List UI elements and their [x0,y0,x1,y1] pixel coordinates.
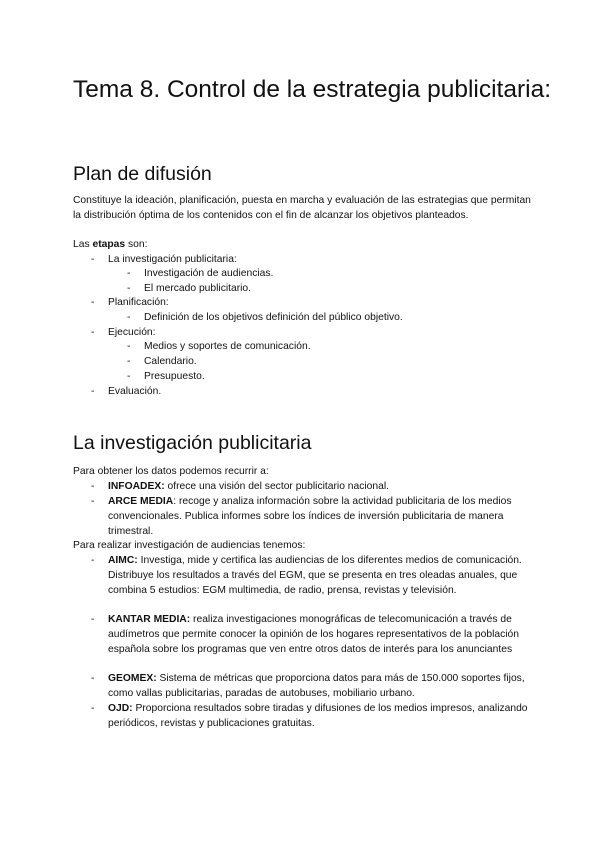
stage-item: - Evaluación. [91,386,162,397]
stage-item: - Ejecución: [91,327,156,338]
section-heading-plan-difusion: Plan de difusión [73,163,212,185]
audience-item-geomex: - GEOMEX: Sistema de métricas que proporciona datos para más de 150.000 soportes fijos, como vallas publicitarias, paradas de autobuses, mobiliario urbano. [91,673,525,699]
stage-subitem: - Definición de los objetivos definición del público objetivo. [127,312,403,323]
sources-intro: Para obtener los datos podemos recurrir a: [73,466,269,477]
stage-item: - Planificación: [91,297,169,308]
section-heading-investigacion: La investigación publicitaria [73,432,312,454]
source-item-infoadex: - INFOADEX: ofrece una visión del sector publicitario nacional. [91,481,390,492]
stage-subitem: - El mercado publicitario. [127,283,252,294]
stage-subitem: - Investigación de audiencias. [127,268,274,279]
page-title: Tema 8. Control de la estrategia publicitaria: [73,76,552,103]
source-item-arce-media: - ARCE MEDIA: recoge y analiza información sobre la actividad publicitaria de los medios convencionales. Publica informes sobre los índices de inversión publicitaria de manera trimestral. [91,496,512,537]
audience-item-aimc: - AIMC: Investiga, mide y certifica las audiencias de los diferentes medios de comunicación. Distribuye los resultados a través del EGM, que se presenta en tres oleadas anuales, que combina 5 estudios: EGM multimedia, de radio, prensa, revistas y televisión. [91,555,522,596]
stage-subitem: - Medios y soportes de comunicación. [127,341,311,352]
audience-item-ojd: - OJD: Proporciona resultados sobre tiradas y difusiones de los medios impresos, analizando periódicos, revistas y publicaciones gratuitas. [91,703,528,729]
plan-intro-paragraph: Constituye la ideación, planificación, puesta en marcha y evaluación de las estrategias que permitan la distribución óptima de los contenidos con el fin de alcanzar los objetivos planteados. [73,195,531,221]
stages-bold-word: etapas [92,239,126,250]
audience-intro: Para realizar investigación de audiencias tenemos: [73,540,306,551]
stages-intro: Las etapas son: [73,239,148,250]
audience-item-kantar: - KANTAR MEDIA: realiza investigaciones monográficas de telecomunicación a través de audímetros que permite conocer la opinión de los hogares representativos de la población española sobre los programas que ven entre otros datos de interés para los anunciantes [91,614,519,655]
stage-item: - La investigación publicitaria: [91,254,237,265]
stage-subitem: - Presupuesto. [127,371,205,382]
stage-subitem: - Calendario. [127,356,197,367]
